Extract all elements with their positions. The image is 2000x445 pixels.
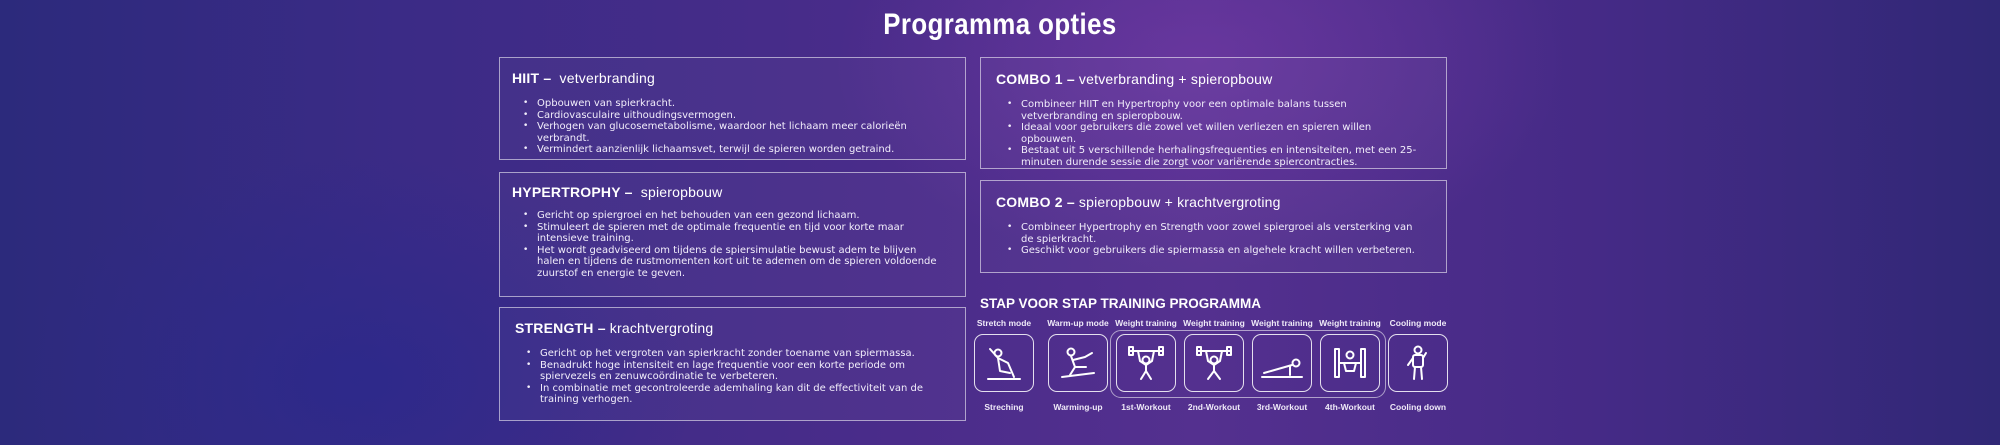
step-mode: Weight training xyxy=(1183,318,1245,328)
step-mode: Weight training xyxy=(1115,318,1177,328)
step-icon-box xyxy=(1388,334,1448,392)
program-bullets xyxy=(996,222,1434,257)
rowing-icon xyxy=(1058,343,1098,383)
step-label: 3rd-Workout xyxy=(1256,402,1308,412)
step-workout-2 xyxy=(1180,318,1248,412)
list-item: • Combineer HIIT en Hypertrophy voor een optimale balans tussen vetverbranding en spieropbouw. xyxy=(1021,99,1420,122)
list-item: • Gericht op het vergroten van spierkracht zonder toename van spiermassa. xyxy=(540,348,949,360)
step-icon-box xyxy=(974,334,1034,392)
program-card-hypertrophy xyxy=(499,172,966,297)
list-item: • In combinatie met gecontroleerde ademhaling kan dit de effectiviteit van de training verhogen. xyxy=(540,383,949,406)
step-label: 1st-Workout xyxy=(1121,402,1171,412)
list-item: • Ideaal voor gebruikers die zowel vet willen verliezen en spieren willen opbouwen. xyxy=(1021,122,1420,145)
stretch-icon xyxy=(984,343,1024,383)
barbell-lift-icon xyxy=(1194,343,1234,383)
list-item: • Cardiovasculaire uithoudingsvermogen. xyxy=(537,110,953,122)
step-icon-box xyxy=(1048,334,1108,392)
step-label: Warming-up xyxy=(1053,402,1103,412)
step-mode: Warm-up mode xyxy=(1047,318,1109,328)
step-label: Cooling down xyxy=(1389,402,1447,412)
step-label: 4th-Workout xyxy=(1325,402,1375,412)
program-title: HYPERTROPHY – spieropbouw xyxy=(512,184,723,200)
program-card-hiit xyxy=(499,57,966,160)
program-bullets xyxy=(515,348,953,406)
list-item: • Benadrukt hoge intensiteit en lage frequentie voor een korte periode om spiervezels en zenuwcoördinatie te verbeteren. xyxy=(540,360,949,383)
list-item: • Vermindert aanzienlijk lichaamsvet, terwijl de spieren worden getraind. xyxy=(537,144,953,156)
list-item: • Het wordt geadviseerd om tijdens de spiersimulatie bewust adem te blijven halen en tijdens de rustmomenten kort uit te ademen om de spieren voldoende zuurstof en energie te geven. xyxy=(537,245,947,280)
list-item: • Bestaat uit 5 verschillende herhalingsfrequenties en intensiteiten, met een 25-minuten durende sessie die zorgt voor variërende spiercontracties. xyxy=(1021,145,1420,168)
step-warmup xyxy=(1044,318,1112,412)
program-bullets xyxy=(512,210,953,279)
program-title: HIIT – vetverbranding xyxy=(512,70,655,86)
standing-icon xyxy=(1398,343,1438,383)
list-item: • Geschikt voor gebruikers die spiermassa en algehele kracht willen verbeteren. xyxy=(1021,245,1420,257)
step-mode: Stretch mode xyxy=(976,318,1032,328)
step-mode: Weight training xyxy=(1251,318,1313,328)
step-icon-box xyxy=(1320,334,1380,392)
step-workout-3 xyxy=(1248,318,1316,412)
step-label: Streching xyxy=(984,402,1024,412)
step-icon-box xyxy=(1184,334,1244,392)
step-icon-box xyxy=(1252,334,1312,392)
step-cooldown xyxy=(1384,318,1452,412)
step-workout-1 xyxy=(1112,318,1180,412)
list-item: • Gericht op spiergroei en het behouden van een gezond lichaam. xyxy=(537,210,947,222)
step-mode: Weight training xyxy=(1319,318,1381,328)
step-mode: Cooling mode xyxy=(1389,318,1447,328)
dumbbell-icon xyxy=(1330,343,1370,383)
program-card-strength xyxy=(499,307,966,421)
step-icon-box xyxy=(1116,334,1176,392)
step-label: 2nd-Workout xyxy=(1187,402,1241,412)
step-stretch xyxy=(970,318,1038,412)
program-title: COMBO 1 – vetverbranding + spieropbouw xyxy=(996,71,1273,87)
barbell-lift-icon xyxy=(1126,343,1166,383)
program-card-combo2 xyxy=(980,180,1447,273)
program-title: COMBO 2 – spieropbouw + krachtvergroting xyxy=(996,194,1281,210)
list-item: • Stimuleert de spieren met de optimale frequentie en tijd voor korte maar intensieve training. xyxy=(537,222,947,245)
program-bullets xyxy=(996,99,1434,168)
program-bullets xyxy=(512,98,953,156)
program-card-combo1 xyxy=(980,57,1447,169)
program-title: STRENGTH – krachtvergroting xyxy=(515,320,714,336)
pushup-icon xyxy=(1260,343,1304,383)
list-item: • Verhogen van glucosemetabolisme, waardoor het lichaam meer calorieën verbrandt. xyxy=(537,121,953,144)
list-item: • Opbouwen van spierkracht. xyxy=(537,98,953,110)
steps-title: STAP VOOR STAP TRAINING PROGRAMMA xyxy=(980,296,1262,311)
step-workout-4 xyxy=(1316,318,1384,412)
list-item: • Combineer Hypertrophy en Strength voor zowel spiergroei als versterking van de spierkracht. xyxy=(1021,222,1420,245)
page-title: Programma opties xyxy=(883,8,1117,41)
